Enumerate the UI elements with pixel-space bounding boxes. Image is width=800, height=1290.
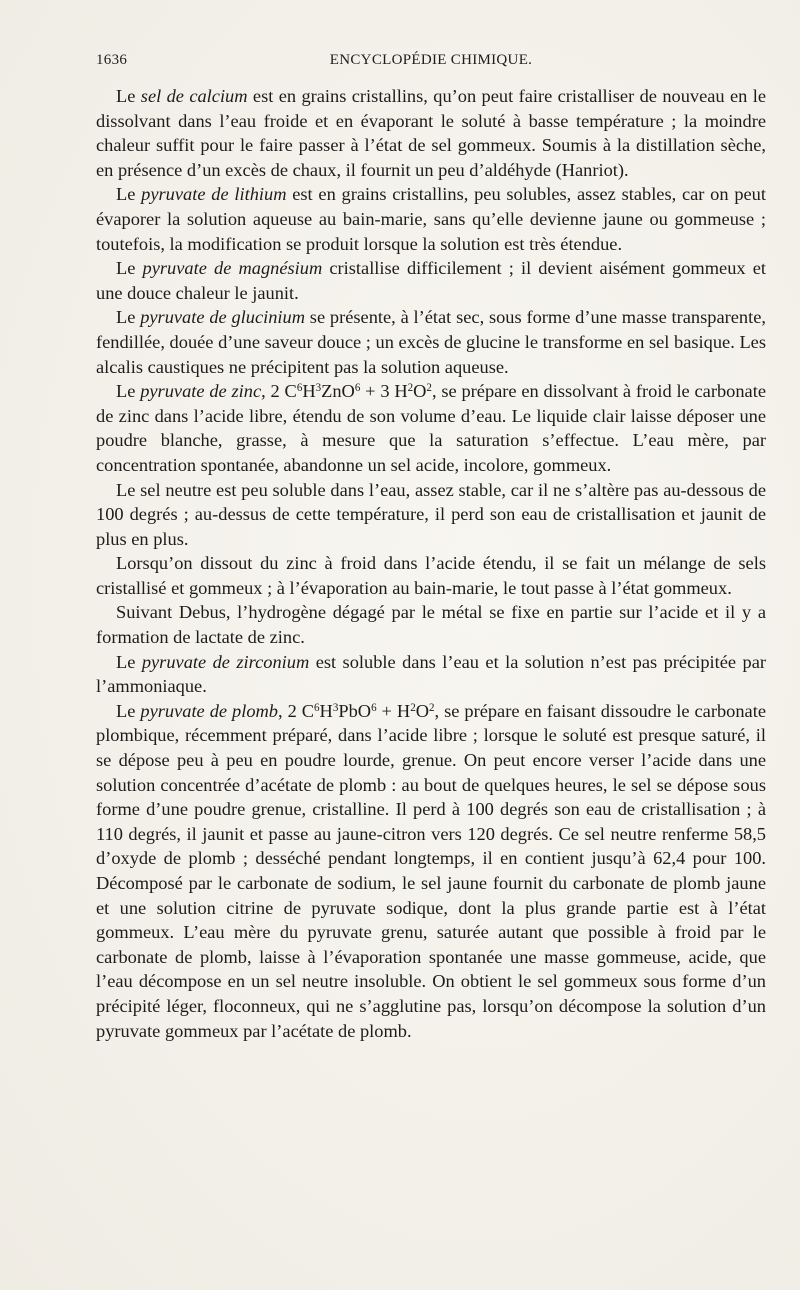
text-run: cristallise difficilement ; il devient aisément gommeux et une douce chaleur le jaunit.: [96, 258, 766, 303]
text-run: H: [302, 381, 316, 402]
formula-exponent: 2: [428, 701, 435, 714]
text-run: est en grains cristallins, qu’on peut faire cristalliser de nouveau en le dissolvant dans l’eau froide et en évaporant le soluté à basse température ; la moindre chaleur suffit pour le faire passer à l’état de sel gommeux. Soumis à la distillation sèche, en présence d’un excès de chaux, il fournit un peu d’aldéhyde (Hanriot).: [96, 86, 767, 180]
text-run: PbO: [338, 700, 372, 721]
text-run: H: [319, 700, 333, 721]
formula-exponent: 2: [410, 701, 416, 714]
text-run: Le: [116, 258, 143, 279]
italic-term: pyruvate de glucinium: [140, 307, 306, 328]
running-title: ENCYCLOPÉDIE CHIMIQUE.: [329, 52, 533, 68]
italic-term: pyruvate de plomb: [140, 700, 279, 721]
text-run: , se prépare en dissolvant à froid le carbonate de zinc dans l’acide libre, étendu de son volume d’eau. Le liquide clair laisse déposer une poudre blanche, grasse, à mesure que la saturation s’effectue. L’eau mère, par concentration spontanée, abandonne un sel acide, incolore, gommeux.: [96, 381, 766, 475]
text-run: Le: [116, 651, 142, 672]
italic-term: sel de calcium: [140, 86, 248, 106]
paragraph-zirconium: [96, 650, 766, 699]
page-body: [96, 84, 766, 1043]
italic-term: pyruvate de lithium: [141, 184, 287, 205]
italic-term: pyruvate de zirconium: [141, 651, 310, 672]
text-run: + H: [376, 700, 411, 721]
paragraph-debus: [96, 600, 766, 649]
paragraph-zinc-neutral-salt: [96, 478, 766, 552]
formula-exponent: 6: [354, 382, 361, 395]
text-run: , 2 C: [261, 381, 297, 402]
text-run: est soluble dans l’eau et la solution n’est pas précipitée par l’ammoniaque.: [96, 651, 766, 697]
text-run: Le: [116, 184, 142, 205]
text-run: O: [415, 700, 429, 721]
paragraph-plomb: [96, 699, 766, 1043]
formula-exponent: 6: [371, 701, 377, 714]
text-run: Le: [116, 307, 141, 328]
text-run: se présente, à l’état sec, sous forme d’une masse transparente, fendillée, douée d’une saveur douce ; un excès de glucine le transforme en sel basique. Les alcalis caustiques ne précipitent pas la solution aqueuse.: [96, 307, 766, 377]
formula-exponent: 6: [296, 382, 303, 395]
text-run: Le: [116, 700, 141, 721]
text-run: ZnO: [321, 381, 355, 402]
paragraph-lithium: [96, 182, 766, 256]
italic-term: pyruvate de magnésium: [142, 258, 323, 279]
paragraph-glucinium: [96, 305, 766, 379]
text-run: , se prépare en faisant dissoudre le carbonate plombique, récemment préparé, dans l’acide libre ; lorsque le soluté est presque saturé, il se dépose peu à peu en poudre lourde, grenue. On peut encore verser l’acide dans une solution concentrée d’acétate de plomb : au bout de quelques heures, le sel se dépose sous forme d’une poudre grenue, cristalline. Il perd à 100 degrés son eau de cristallisation ; à 110 degrés, il jaunit et passe au jaune-citron vers 120 degrés. Ce sel neutre renferme 58,5 d’oxyde de plomb ; desséché pendant longtemps, il en contient jusqu’à 62,4 pour 100. Décomposé par le carbonate de sodium, le sel jaune fournit du carbonate de plomb jaune et une solution citrine de pyruvate sodique, dont la plus grande partie est à l’état gommeux. L’eau mère du pyruvate grenu, saturée autant que possible à froid par le carbonate de plomb, laisse à l’évaporation spontanée une masse gommeuse, acide, que l’eau décompose en un sel neutre insoluble. On obtient le sel gommeux sous forme d’un précipité léger, floconneux, qui ne s’agglutine pas, lorsqu’on décompose la solution d’un pyruvate gommeux par l’acétate de plomb.: [96, 700, 766, 1041]
paragraph-zinc-dissolution: [96, 551, 766, 600]
text-run: O: [413, 381, 427, 402]
text-run: Suivant Debus, l’hydrogène dégagé par le métal se fixe en partie sur l’acide et il y a formation de lactate de zinc.: [96, 602, 766, 648]
paragraph-magnesium: [96, 256, 766, 305]
italic-term: pyruvate de zinc: [140, 381, 262, 402]
text-run: Lorsqu’on dissout du zinc à froid dans l’acide étendu, il se fait un mélange de sels cristallisé et gommeux ; à l’évaporation au bain-marie, le tout passe à l’état gommeux.: [96, 553, 766, 598]
text-run: Le: [116, 86, 141, 106]
text-run: , 2 C: [278, 700, 315, 721]
formula-exponent: 3: [315, 382, 322, 395]
text-run: + 3 H: [360, 381, 408, 402]
text-run: est en grains cristallins, peu solubles, assez stables, car on peut évaporer la solution aqueuse au bain-marie, sans qu’elle devienne jaune ou gommeuse ; toutefois, la modification se produit lorsque la solution est très étendue.: [96, 184, 766, 254]
formula-exponent: 2: [426, 382, 432, 395]
paragraph-zinc: [96, 379, 766, 477]
formula-exponent: 6: [314, 701, 320, 714]
formula-exponent: 3: [332, 701, 339, 714]
page-number: 1636: [96, 52, 128, 68]
paragraph-calcium: [96, 84, 766, 182]
text-run: Le sel neutre est peu soluble dans l’eau, assez stable, car il ne s’altère pas au-dessous de 100 degrés ; au-dessus de cette température, il perd son eau de cristallisation et jaunit de plus en plus.: [96, 479, 766, 549]
text-run: Le: [116, 381, 141, 402]
running-header: [96, 52, 766, 78]
formula-exponent: 2: [407, 382, 414, 395]
